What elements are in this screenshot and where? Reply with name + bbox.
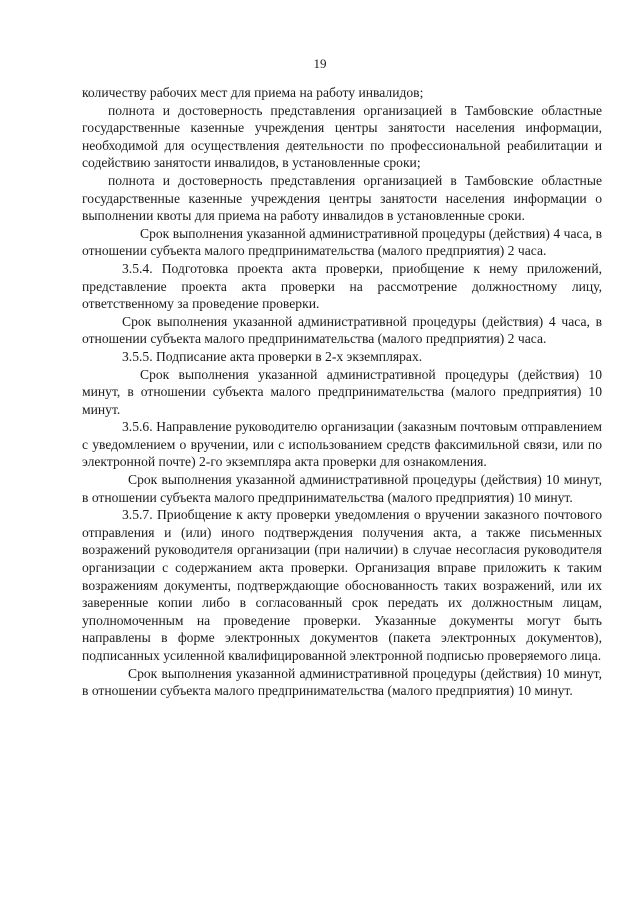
- document-body: [82, 84, 602, 700]
- paragraph-continuation: количеству рабочих мест для приема на работу инвалидов;: [82, 85, 424, 100]
- paragraph-deadline: Срок выполнения указанной административной процедуры (действия) 10 минут, в отношении субъекта малого предпринимательства (малого предприятия) 10 минут.: [82, 665, 602, 699]
- paragraph-deadline: Срок выполнения указанной административной процедуры (действия) 10 минут, в отношении субъекта малого предпринимательства (малого предприятия) 10 минут.: [82, 472, 602, 505]
- paragraph-deadline: Срок выполнения указанной административной процедуры (действия) 10 минут, в отношении субъекта малого предпринимательства (малого предприятия) 10 минут.: [82, 366, 602, 417]
- paragraph-criterion-info: полнота и достоверность представления организацией в Тамбовские областные государственные казенные учреждения центры занятости населения информации, необходимой для осуществления деятельности по профессиональной реабилитации и содействию занятости инвалидов, в установленные сроки;: [82, 102, 602, 171]
- paragraph-deadline: Срок выполнения указанной административной процедуры (действия) 4 часа, в отношении субъекта малого предпринимательства (малого предприятия) 2 часа.: [82, 313, 602, 347]
- paragraph-section-3-5-6: 3.5.6. Направление руководителю организации (заказным почтовым отправлением с уведомлением о вручении, или с использованием средств факсимильной связи, или по электронной почте) 2-го экземпляра акта проверки для ознакомления.: [82, 419, 602, 470]
- page-number: 19: [313, 56, 327, 71]
- paragraph-deadline: Срок выполнения указанной административной процедуры (действия) 4 часа, в отношении субъекта малого предпринимательства (малого предприятия) 2 часа.: [82, 225, 602, 259]
- paragraph-section-3-5-7: 3.5.7. Приобщение к акту проверки уведомления о вручении заказного почтового отправления и (или) иного подтверждения получения акта, а также письменных возражений руководителя организации (при наличии) в случае несогласия руководителя организации с содержанием акта проверки. Организация вправе приложить к таким возражениям документы, подтверждающие обоснованность таких возражений, или их заверенные копии либо в согласованный срок передать их должностным лицам, уполномоченным на проведение проверки. Указанные документы могут быть направлены в форме электронных документов (пакета электронных документов), подписанных усиленной квалифицированной электронной подписью проверяемого лица.: [82, 507, 602, 663]
- paragraph-section-3-5-4: 3.5.4. Подготовка проекта акта проверки, приобщение к нему приложений, представление проекта акта проверки на рассмотрение должностному лицу, ответственному за проведение проверки.: [82, 260, 602, 312]
- paragraph-section-3-5-5: 3.5.5. Подписание акта проверки в 2-х экземплярах.: [122, 348, 423, 364]
- paragraph-criterion-quota: полнота и достоверность представления организацией в Тамбовские областные государственные казенные учреждения центры занятости населения информации о выполнении квоты для приема на работу инвалидов в установленные сроки.: [82, 172, 602, 224]
